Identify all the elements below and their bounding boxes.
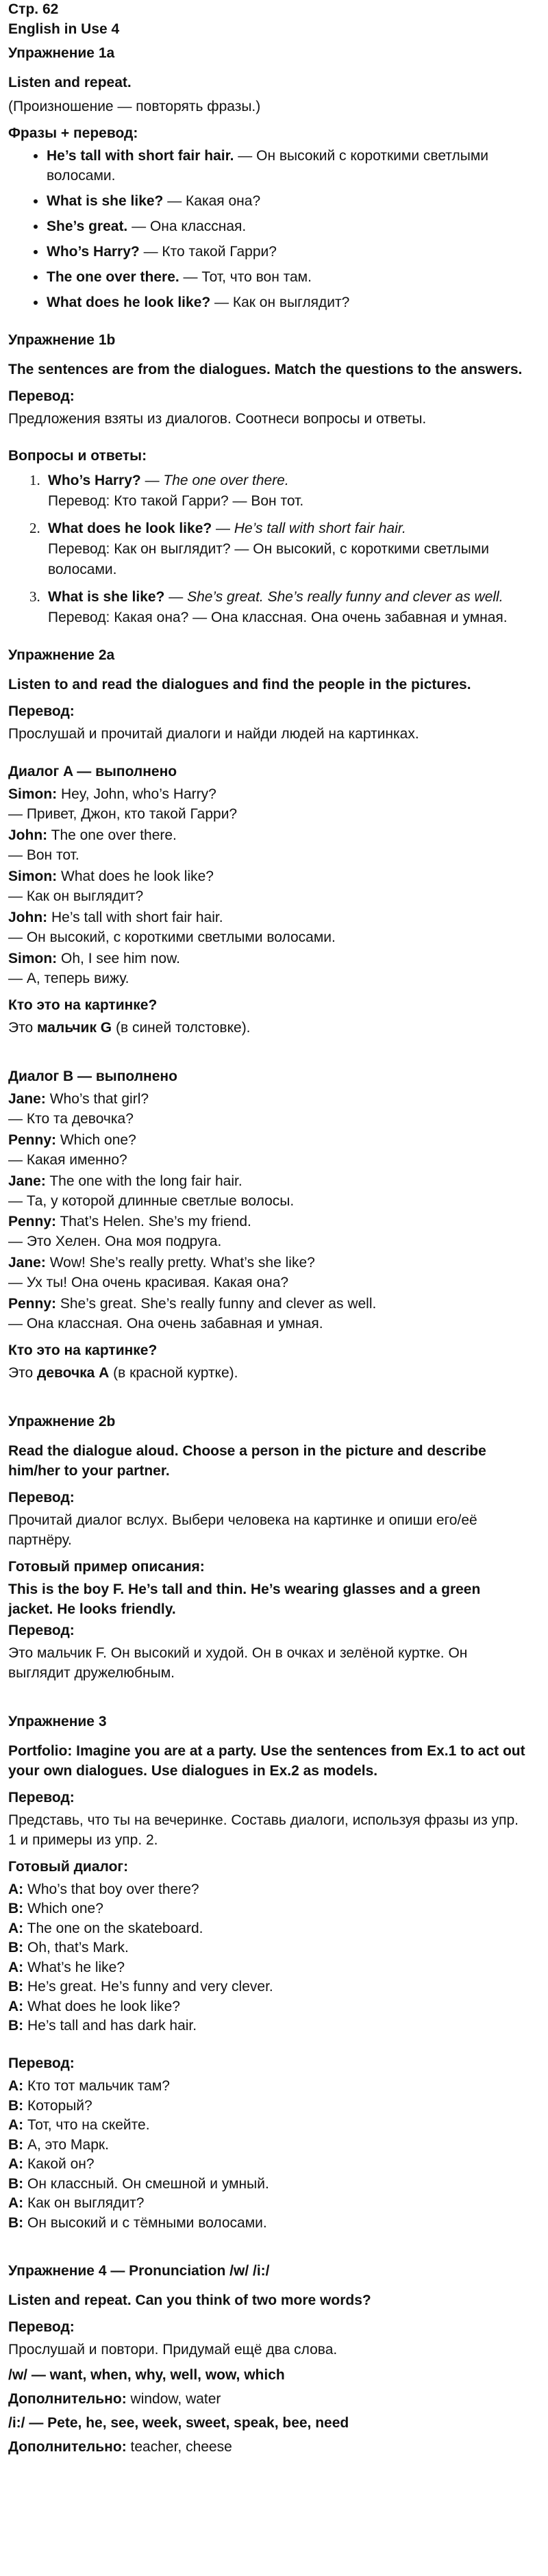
- dialogue-line: B: He’s great. He’s funny and very clever.: [8, 1979, 273, 1995]
- dialogue-line: B: Oh, that’s Mark.: [8, 1940, 129, 1956]
- exercise-1a: [8, 44, 529, 313]
- w-sound-words: /w/ — want, when, why, well, wow, which: [8, 2367, 285, 2384]
- dialogue-line: [8, 1295, 529, 1334]
- exercise-1b-heading: Упражнение 1b: [8, 332, 116, 348]
- qa-list: [8, 471, 529, 628]
- ready-dialogue-heading: Готовый диалог:: [8, 1858, 129, 1875]
- phrase-en: The one over there.: [47, 268, 179, 285]
- speaker: Penny:: [8, 1296, 57, 1312]
- phrase-en: She’s great.: [47, 218, 128, 234]
- list-item: 3. What is she like? — She’s great. She’s really funny and clever as well. Перевод: Какая она? — Она классная. Она очень забавная и умная.: [44, 587, 529, 628]
- unit-title: English in Use 4: [8, 21, 120, 37]
- dialogue-line: B: Он классный. Он смешной и умный.: [8, 2175, 269, 2192]
- exercise-1b: [8, 331, 529, 629]
- translation-label: Перевод:: [8, 1490, 75, 1506]
- dialogue-line: [8, 1090, 529, 1129]
- line-ru: — Кто та девочка?: [8, 1110, 134, 1127]
- dialogue-line: [8, 1212, 529, 1252]
- qa-translation: Перевод: Какая она? — Она классная. Она очень забавная и умная.: [48, 610, 508, 626]
- dialogue-line: A: Какой он?: [8, 2156, 95, 2173]
- list-item: 1. Who’s Harry? — The one over there. Перевод: Кто такой Гарри? — Вон тот.: [44, 471, 529, 512]
- ready-dialogue: [8, 1880, 529, 2036]
- exercise-1a-task: Listen and repeat.: [8, 74, 132, 90]
- who-heading: Кто это на картинке?: [8, 997, 158, 1013]
- dialogue-line: [8, 867, 529, 907]
- translation-label: Перевод:: [8, 2319, 75, 2336]
- dialogue-line: [8, 826, 529, 866]
- exercise-2a-translation: Прослушай и прочитай диалоги и найди людей на картинках.: [8, 726, 419, 742]
- speaker: Simon:: [8, 950, 58, 966]
- translation-label: Перевод:: [8, 1622, 75, 1638]
- dialogue-line: A: Кто тот мальчик там?: [8, 2077, 170, 2094]
- dialogue-line: [8, 908, 529, 948]
- phrase-ru: — Он высокий с короткими светлыми волосами.: [47, 147, 488, 184]
- i-sound-words: /i:/ — Pete, he, see, week, sweet, speak, bee, need: [8, 2415, 349, 2431]
- exercise-2b: [8, 1384, 529, 1684]
- line-en: Wow! She’s really pretty. What’s she like?: [45, 1255, 315, 1271]
- dialogue-line: [8, 785, 529, 825]
- line-ru: — Ух ты! Она очень красивая. Какая она?: [8, 1275, 289, 1291]
- list-item: [47, 147, 529, 186]
- question: What does he look like?: [48, 521, 212, 537]
- qa-translation: Перевод: Кто такой Гарри? — Вон тот.: [48, 493, 304, 510]
- dialogue-line: B: А, это Марк.: [8, 2136, 109, 2153]
- line-ru: — Это Хелен. Она моя подруга.: [8, 1234, 222, 1250]
- dialogue-a-answer: Это мальчик G (в синей толстовке).: [8, 1019, 251, 1036]
- speaker: John:: [8, 827, 48, 843]
- dialogue-a-title: Диалог A — выполнено: [8, 764, 177, 780]
- exercise-4: [8, 2233, 529, 2458]
- exercise-3-translation: Представь, что ты на вечеринке. Составь диалоги, используя фразы из упр. 1 и примеры из упр. 2.: [8, 1812, 519, 1848]
- phrases-list: [8, 147, 529, 313]
- dialogue-line: B: Который?: [8, 2097, 92, 2114]
- translation-label: Перевод:: [8, 703, 75, 720]
- line-en: The one with the long fair hair.: [45, 1173, 242, 1189]
- who-heading: Кто это на картинке?: [8, 1342, 158, 1359]
- line-en: The one over there.: [47, 827, 177, 843]
- dialogue-line: [8, 1172, 529, 1212]
- dialogue-line: A: Who’s that boy over there?: [8, 1881, 199, 1897]
- dialogue-line: B: Which one?: [8, 1901, 103, 1917]
- exercise-2b-task: Read the dialogue aloud. Choose a person in the picture and describe him/her to your partner.: [8, 1443, 486, 1479]
- phrase-en: What is she like?: [47, 192, 164, 209]
- w-sound-extra: Дополнительно: window, water: [8, 2391, 221, 2408]
- exercise-3-task: Portfolio: Imagine you are at a party. Use the sentences from Ex.1 to act out your own dialogues. Use dialogues in Ex.2 as models.: [8, 1742, 525, 1779]
- list-item: [47, 242, 529, 262]
- line-ru: — Она классная. Она очень забавная и умная.: [8, 1316, 323, 1332]
- answer-person: мальчик G: [37, 1019, 112, 1036]
- phrase-ru: — Тот, что вон там.: [179, 268, 312, 285]
- phrase-ru: — Какая она?: [163, 192, 261, 209]
- dialogue-line: A: Как он выглядит?: [8, 2195, 145, 2212]
- exercise-3: [8, 1684, 529, 2234]
- line-ru: — Как он выглядит?: [8, 888, 144, 904]
- phrase-ru: — Как он выглядит?: [210, 294, 350, 310]
- list-item: 2. What does he look like? — He’s tall with short fair hair. Перевод: Как он выглядит? — Он высокий, с короткими светлыми волосами.: [44, 518, 529, 580]
- speaker: Jane:: [8, 1255, 46, 1271]
- list-item: [47, 217, 529, 237]
- translation-label: Перевод:: [8, 388, 75, 404]
- exercise-4-translation: Прослушай и повтори. Придумай ещё два слова.: [8, 2342, 338, 2358]
- line-en: He’s tall with short fair hair.: [47, 909, 223, 925]
- line-en: What does he look like?: [57, 868, 214, 884]
- exercise-2b-heading: Упражнение 2b: [8, 1414, 116, 1430]
- dialogue-line: A: What’s he like?: [8, 1959, 125, 1975]
- line-ru: — Он высокий, с короткими светлыми волосами.: [8, 929, 336, 945]
- speaker: Jane:: [8, 1173, 46, 1189]
- qa-translation: Перевод: Как он выглядит? — Он высокий, с короткими светлыми волосами.: [48, 541, 489, 578]
- translation-label: Перевод:: [8, 2055, 75, 2071]
- dialogue-line: A: Тот, что на скейте.: [8, 2117, 150, 2134]
- answer: He’s tall with short fair hair.: [234, 521, 406, 537]
- sample-description: This is the boy F. He’s tall and thin. He’s wearing glasses and a green jacket. He looks friendly.: [8, 1581, 481, 1617]
- dialogue-b-answer: Это девочка A (в красной куртке).: [8, 1365, 238, 1381]
- dialogue-translation: [8, 2077, 529, 2233]
- phrases-heading: Фразы + перевод:: [8, 125, 138, 141]
- speaker: Jane:: [8, 1090, 46, 1107]
- sample-heading: Готовый пример описания:: [8, 1559, 205, 1575]
- phrase-en: He’s tall with short fair hair.: [47, 147, 234, 164]
- exercise-1b-translation: Предложения взяты из диалогов. Соотнеси вопросы и ответы.: [8, 410, 427, 427]
- exercise-2b-translation: Прочитай диалог вслух. Выбери человека на картинке и опиши его/её партнёру.: [8, 1512, 477, 1549]
- speaker: Simon:: [8, 868, 58, 884]
- phrase-ru: — Она классная.: [127, 218, 247, 234]
- dialogue-line: B: Он высокий и с тёмными волосами.: [8, 2214, 267, 2231]
- dialogue-line: [8, 1253, 529, 1293]
- dialogue-line: [8, 949, 529, 989]
- line-ru: — Та, у которой длинные светлые волосы.: [8, 1192, 295, 1209]
- answer-person: девочка A: [37, 1365, 110, 1381]
- line-en: Hey, John, who’s Harry?: [57, 786, 216, 803]
- phrase-ru: — Кто такой Гарри?: [139, 243, 277, 260]
- dialogue-line: A: The one on the skateboard.: [8, 1920, 203, 1936]
- exercise-1a-note: (Произношение — повторять фразы.): [8, 98, 261, 114]
- dialogue-a: [8, 785, 529, 989]
- speaker: Simon:: [8, 786, 58, 803]
- phrase-en: Who’s Harry?: [47, 243, 140, 260]
- answer: The one over there.: [163, 473, 289, 489]
- phrase-en: What does he look like?: [47, 294, 211, 310]
- translation-label: Перевод:: [8, 1789, 75, 1805]
- exercise-4-task: Listen and repeat. Can you think of two more words?: [8, 2292, 371, 2309]
- page-number: Стр. 62: [8, 1, 59, 17]
- exercise-2a: [8, 646, 529, 1384]
- line-en: She’s great. She’s really funny and clever as well.: [56, 1296, 377, 1312]
- line-en: Oh, I see him now.: [57, 950, 180, 966]
- question: Who’s Harry?: [48, 473, 141, 489]
- list-item: [47, 268, 529, 288]
- dialogue-line: B: He’s tall and has dark hair.: [8, 2018, 197, 2034]
- line-ru: — Какая именно?: [8, 1151, 127, 1168]
- exercise-3-heading: Упражнение 3: [8, 1713, 107, 1729]
- dialogue-b-title: Диалог B — выполнено: [8, 1068, 177, 1084]
- line-ru: — Вон тот.: [8, 847, 79, 863]
- speaker: Penny:: [8, 1214, 57, 1230]
- speaker: Penny:: [8, 1131, 57, 1148]
- qa-heading: Вопросы и ответы:: [8, 448, 147, 464]
- dialogue-line: [8, 1131, 529, 1171]
- line-en: That’s Helen. She’s my friend.: [56, 1214, 251, 1230]
- speaker: John:: [8, 909, 48, 925]
- exercise-2a-heading: Упражнение 2a: [8, 647, 115, 664]
- i-sound-extra: Дополнительно: teacher, cheese: [8, 2439, 232, 2455]
- list-item: [47, 293, 529, 313]
- exercise-4-heading: Упражнение 4 — Pronunciation /w/ /i:/: [8, 2263, 270, 2279]
- exercise-1a-heading: Упражнение 1a: [8, 45, 115, 61]
- answer: She’s great. She’s really funny and clever as well.: [187, 589, 503, 605]
- line-en: Which one?: [56, 1131, 136, 1148]
- sample-translation: Это мальчик F. Он высокий и худой. Он в очках и зелёной куртке. Он выглядит дружелюбным.: [8, 1645, 468, 1681]
- list-item: [47, 192, 529, 212]
- line-ru: — А, теперь вижу.: [8, 970, 129, 986]
- question: What is she like?: [48, 589, 165, 605]
- exercise-2a-task: Listen to and read the dialogues and find the people in the pictures.: [8, 677, 471, 693]
- line-ru: — Привет, Джон, кто такой Гарри?: [8, 806, 238, 823]
- dialogue-line: A: What does he look like?: [8, 1998, 180, 2014]
- line-en: Who’s that girl?: [45, 1090, 149, 1107]
- exercise-1b-task: The sentences are from the dialogues. Match the questions to the answers.: [8, 361, 523, 377]
- dialogue-b: [8, 1090, 529, 1335]
